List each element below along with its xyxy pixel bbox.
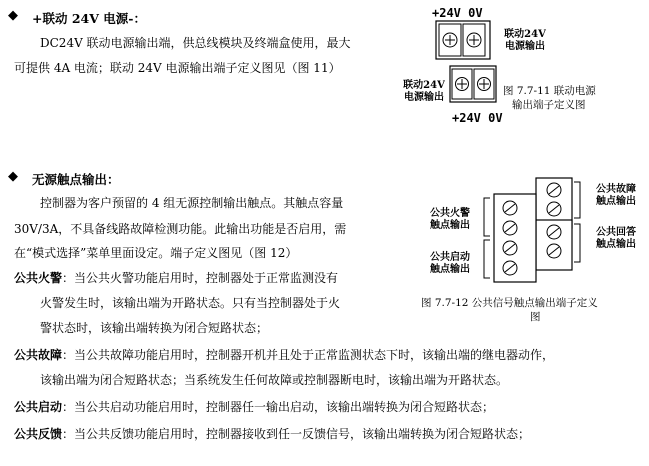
- section1-para-line1: DC24V 联动电源输出端，供总线模块及终端盒使用，最大: [40, 36, 351, 50]
- def-feedback-line1: 公共反馈：当公共反馈功能启用时，控制器接收到任一反馈信号，该输出端转换为闭合短路状态；: [14, 427, 531, 441]
- fig12-label-feedback: 公共回答 触点输出: [596, 227, 636, 250]
- bullet-diamond: ◆: [8, 169, 18, 184]
- fig11-terminal-drawing: [430, 20, 500, 122]
- section2-heading: 无源触点输出：: [32, 172, 120, 187]
- fig12-caption-line2: 图: [530, 311, 541, 323]
- def-start-term: 公共启动: [14, 400, 63, 414]
- fig12-terminal-drawing: [470, 176, 590, 286]
- def-start-line1: 公共启动：当公共启动功能启用时，控制器任一输出启动，该输出端转换为闭合短路状态；: [14, 400, 495, 414]
- fig12-label-fault: 公共故障 触点输出: [596, 184, 636, 207]
- def-fire-line2: 火警发生时，该输出端为开路状态。只有当控制器处于火: [40, 296, 341, 310]
- section2-para-line2: 30V/3A，不具备线路故障检测功能。此输出功能是否启用，需: [14, 222, 347, 236]
- section1-para-line2: 可提供 4A 电流；联动 24V 电源输出端子定义图见（图 11）: [14, 61, 341, 75]
- def-fire-term: 公共火警: [14, 271, 63, 285]
- def-fire-line1: 公共火警：当公共火警功能启用时，控制器处于正常监测没有: [14, 271, 339, 285]
- section2-para-line1: 控制器为客户预留的 4 组无源控制输出触点。其触点容量: [40, 196, 344, 210]
- fig12-caption-line1: 图 7.7-12 公共信号触点输出端子定义: [421, 297, 598, 309]
- fig11-bottom-block-label: 联动24V 电源输出: [403, 80, 445, 103]
- section2-para-line3: 在“模式选择”菜单里面设定。端子定义图见（图 12）: [14, 246, 298, 260]
- fig12-label-fire: 公共火警 触点输出: [430, 208, 470, 231]
- fig11-top-block-label: 联动24V 电源输出: [504, 29, 546, 52]
- fig11-top-label: +24V 0V: [432, 6, 483, 20]
- fig11-caption-line2: 输出端子定义图: [512, 99, 586, 111]
- fig11-bottom-label: +24V 0V: [452, 111, 503, 125]
- def-fault-line1: 公共故障：当公共故障功能启用时，控制器开机并且处于正常监测状态下时，该输出端的继电器动作，: [14, 348, 555, 362]
- def-feedback-term: 公共反馈: [14, 427, 63, 441]
- fig12-label-start: 公共启动 触点输出: [430, 252, 470, 275]
- def-fire-line3: 警状态时，该输出端转换为闭合短路状态；: [40, 321, 269, 335]
- fig11-caption-line1: 图 7.7-11 联动电源: [503, 85, 596, 97]
- section1-heading: +联动 24V 电源-：: [32, 11, 146, 26]
- bullet-diamond: ◆: [8, 8, 18, 23]
- def-fault-line2: 该输出端为闭合短路状态；当系统发生任何故障或控制器断电时，该输出端为开路状态。: [40, 373, 509, 387]
- def-fault-term: 公共故障: [14, 348, 63, 362]
